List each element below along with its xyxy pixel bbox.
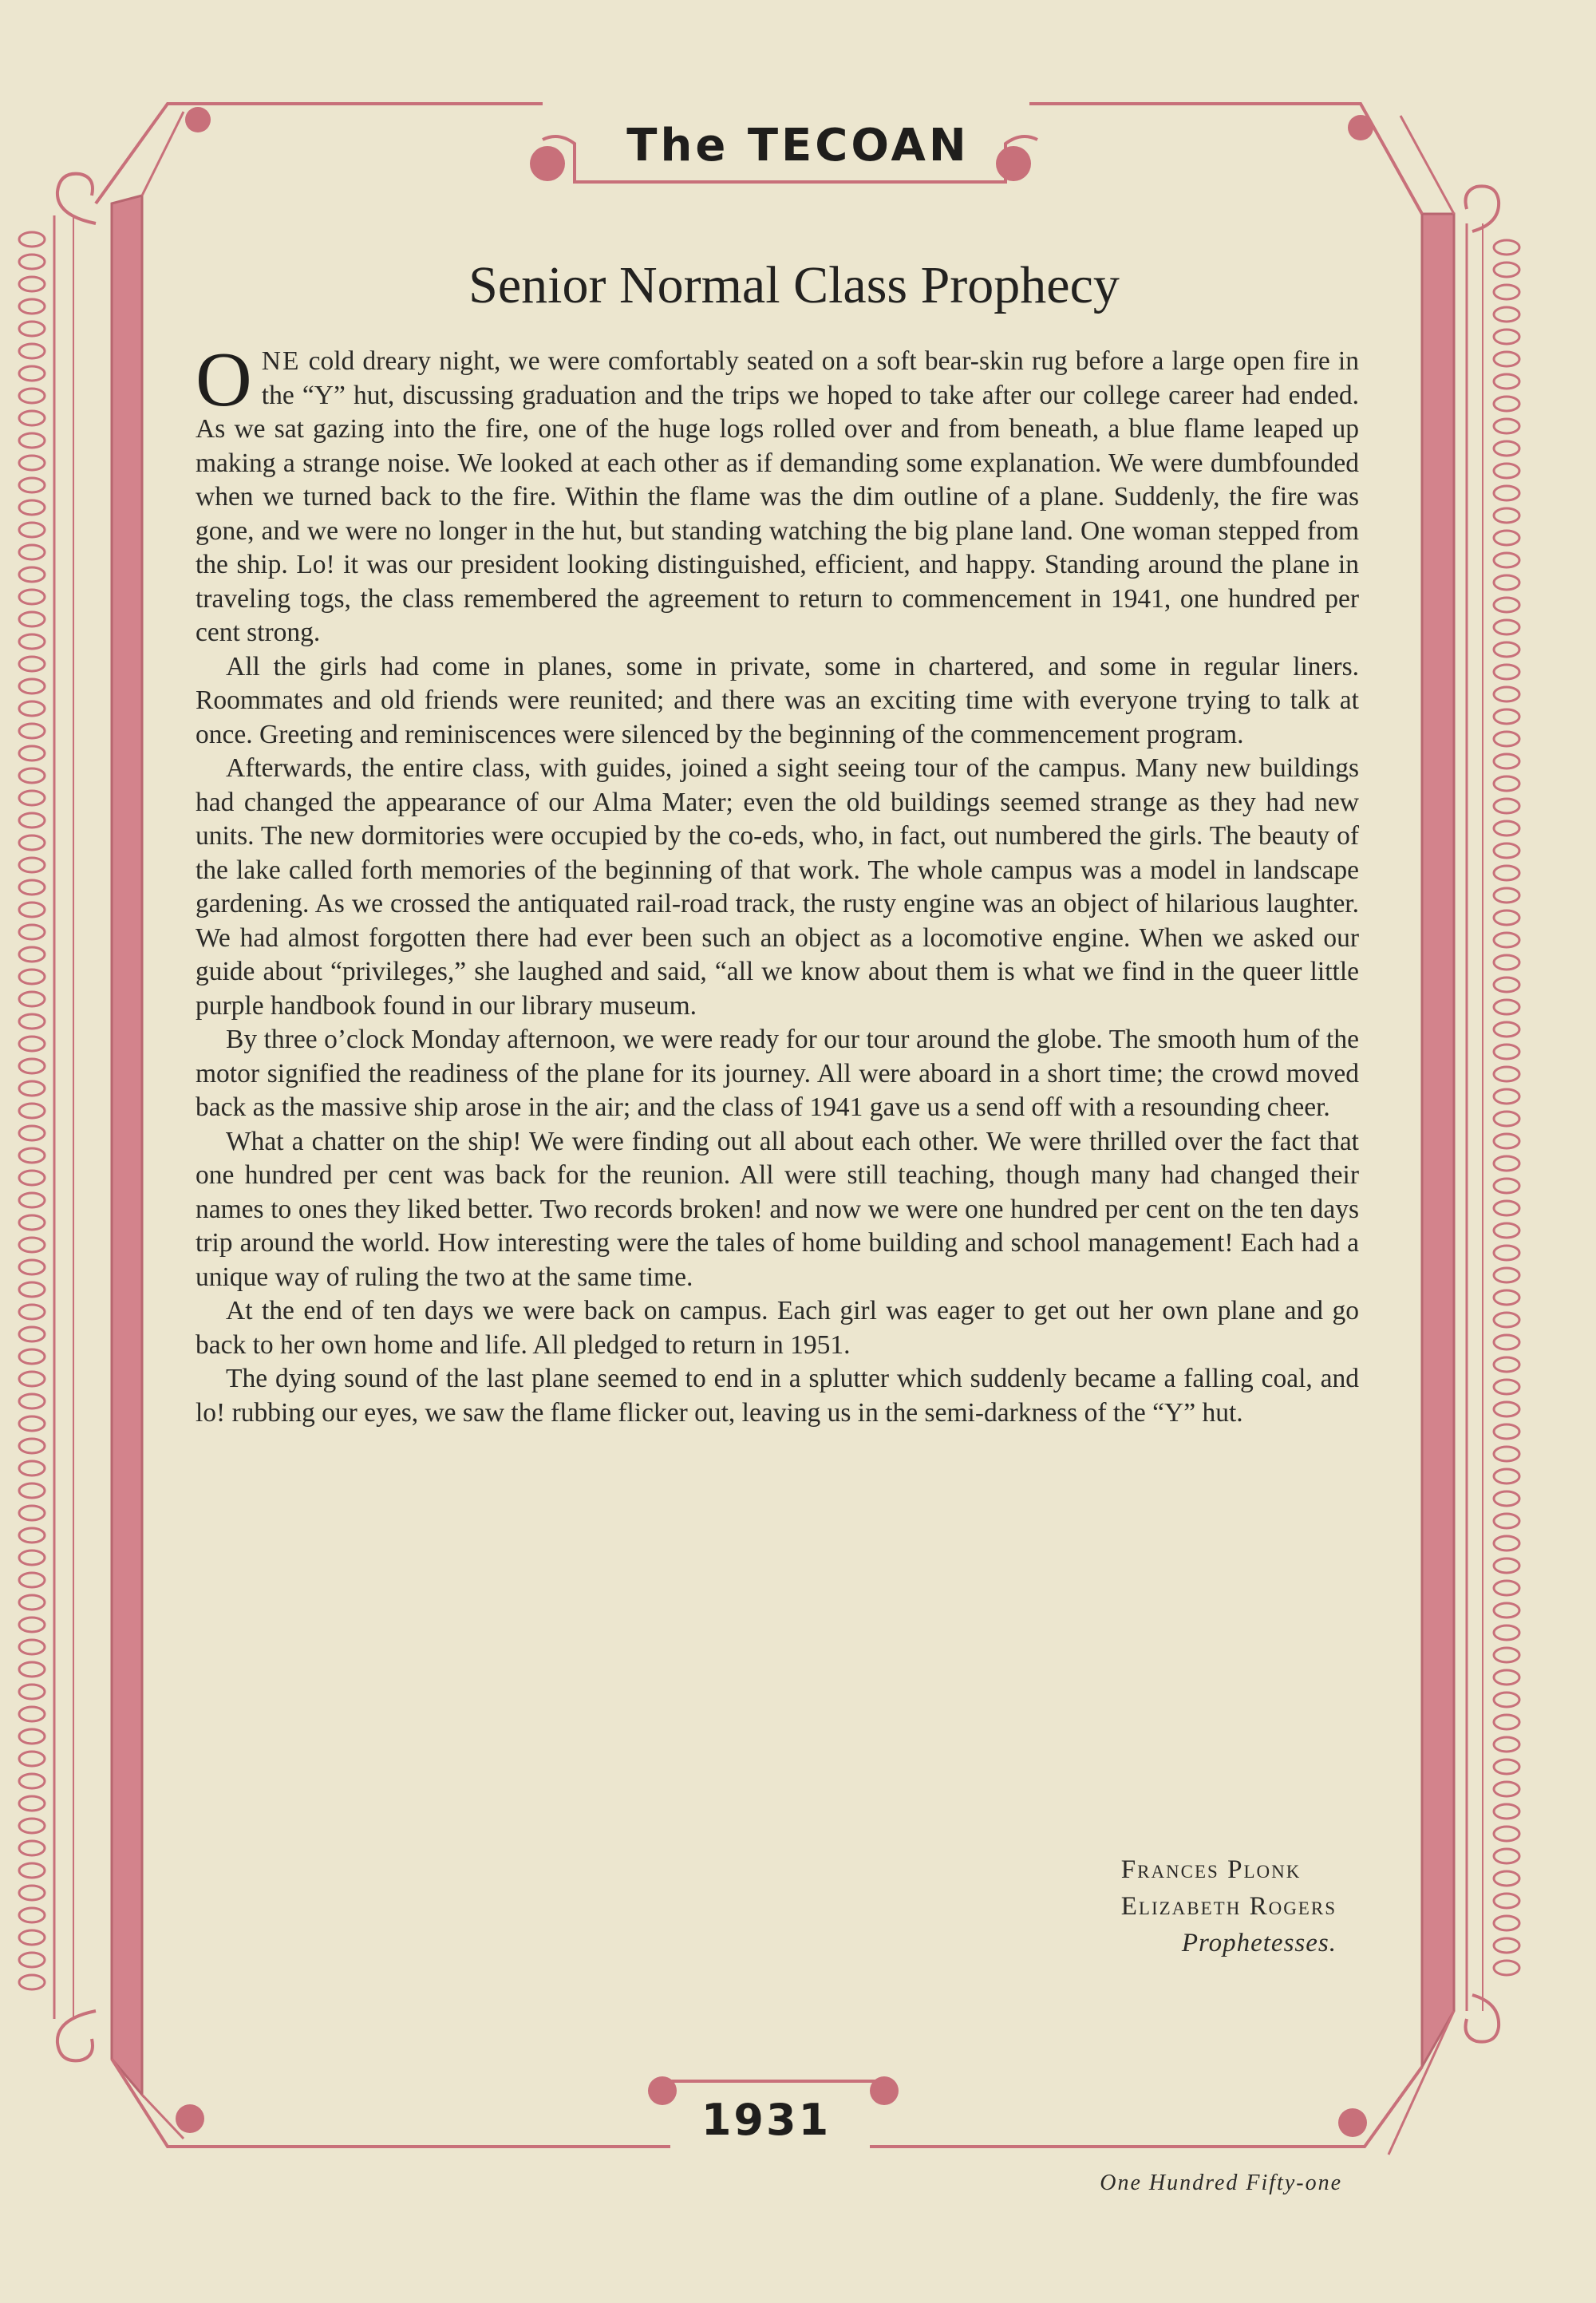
chain-loop: [1494, 1871, 1519, 1886]
chain-loop: [1494, 1693, 1519, 1707]
chain-loop: [19, 1148, 45, 1163]
chain-loop: [1494, 419, 1519, 433]
chain-loop: [1494, 866, 1519, 880]
chain-loop: [19, 1841, 45, 1855]
chain-loop: [19, 701, 45, 716]
chain-loop: [19, 947, 45, 962]
chain-loop: [1494, 1424, 1519, 1439]
chain-loop: [19, 1662, 45, 1677]
signature-block: [1121, 1851, 1337, 1961]
chain-loop: [1494, 955, 1519, 970]
header-title: The TECOAN: [626, 120, 970, 172]
chain-loop: [1494, 553, 1519, 567]
chain-loop: [19, 1394, 45, 1408]
paragraph: The dying sound of the last plane seemed to end in a splutter which suddenly became a falling coal, and lo! rubbing our eyes, we saw the flame flicker out, leaving us in the semi-darkness of the “Y” hut.: [196, 1364, 1359, 1428]
chain-loop: [1494, 1067, 1519, 1081]
chain-loop: [19, 1640, 45, 1654]
chain-loop: [19, 1305, 45, 1319]
chain-loop: [1494, 1357, 1519, 1372]
chain-loop: [1494, 1849, 1519, 1863]
paragraph: [196, 337, 1359, 650]
chain-loop: [19, 1081, 45, 1096]
chain-loop: [1494, 352, 1519, 366]
chain-loop: [19, 411, 45, 425]
chain-loop: [19, 724, 45, 738]
chain-loop: [19, 1059, 45, 1073]
chain-loop: [1494, 1156, 1519, 1171]
chain-loop: [1494, 687, 1519, 701]
chain-loop: [19, 992, 45, 1006]
chain-loop: [1494, 1961, 1519, 1975]
chain-loop: [1494, 843, 1519, 858]
paragraph-text: cold dreary night, we were comfortably seated on a soft bear-skin rug before a large open fire in the “Y” hut, discussing graduation and the trips we hoped to take after our college career had ended. As we sat gazing into the fire, one of the huge logs rolled over and from beneath, a blue flame leaped up making a strange noise. We looked at each other as if demanding some explanation. We were dumbfounded when we turned back to the fire. Within the flame was the dim outline of a plane. Suddenly, the fire was gone, and we were no longer in the hut, but standing watching the big plane land. One woman stepped from the ship. Lo! it was our president looking distinguished, efficient, and happy. Standing around the plane in traveling togs, the class remembered the agreement to return to commencement in 1941, one hundred per cent strong.: [196, 346, 1359, 647]
chain-loop: [1494, 1000, 1519, 1014]
chain-loop: [1494, 575, 1519, 590]
chain-loop: [1494, 1045, 1519, 1059]
chain-loop: [1494, 732, 1519, 746]
chain-loop: [19, 1439, 45, 1453]
chain-loop: [1494, 1938, 1519, 1953]
chain-loop: [19, 970, 45, 984]
chain-loop: [19, 1528, 45, 1543]
chain-loop: [19, 1327, 45, 1341]
chain-loop: [19, 746, 45, 760]
chain-loop: [19, 478, 45, 492]
chain-loop: [19, 545, 45, 559]
paragraph: Afterwards, the entire class, with guides, joined a sight seeing tour of the campus. Many new buildings had changed the appearance of our Alma Mater; even the old buildings seemed strange as they had new units. The new dormitories were occupied by the co-eds, who, in fact, out numbered the girls. The beauty of the lake called forth memories of the beginning of that work. The whole campus was a model in landscape gardening. As we crossed the antiquated rail-road track, the rusty engine was an object of hilarious laughter. We had almost forgotten there had ever been such an object as a locomotive engine. When we asked our guide about “privileges,” she laughed and said, “all we know about them is what we find in the queer little purple handbook found in our library museum.: [196, 753, 1359, 1021]
chain-loop: [1494, 1648, 1519, 1662]
chain-loop: [19, 1193, 45, 1207]
article-body: [196, 337, 1359, 1430]
chain-loop: [19, 813, 45, 828]
chain-loop: [19, 835, 45, 850]
chain-loop: [1494, 665, 1519, 679]
chain-loop: [19, 1104, 45, 1118]
chain-loop: [1494, 1089, 1519, 1104]
chain-loop: [1494, 486, 1519, 500]
signature-name: Elizabeth Rogers: [1120, 1892, 1337, 1921]
chain-loop: [19, 1618, 45, 1632]
chain-loop: [19, 1349, 45, 1364]
chain-loop: [1494, 933, 1519, 947]
chain-loop: [1494, 1246, 1519, 1260]
chain-loop: [19, 1752, 45, 1766]
chain-loop: [1494, 709, 1519, 724]
chain-loop: [1494, 1916, 1519, 1930]
chain-loop: [1494, 1715, 1519, 1729]
chain-loop: [19, 1483, 45, 1498]
chain-loop: [1494, 1179, 1519, 1193]
chain-loop: [1494, 1223, 1519, 1238]
chain-loop: [1494, 508, 1519, 523]
chain-loop: [19, 389, 45, 403]
chain-loop: [19, 433, 45, 448]
chain-loop: [1494, 642, 1519, 657]
chain-loop: [19, 1886, 45, 1900]
chain-loop: [1494, 620, 1519, 634]
chain-loop: [1494, 330, 1519, 344]
chain-loop: [19, 590, 45, 604]
chain-loop: [19, 1908, 45, 1922]
chain-loop: [1494, 799, 1519, 813]
chain-loop: [19, 1037, 45, 1051]
chain-loop: [19, 791, 45, 805]
chain-loop: [19, 768, 45, 783]
chain-loop: [19, 880, 45, 895]
chain-loop: [19, 1707, 45, 1721]
chain-loop: [19, 1774, 45, 1788]
chain-loop: [1494, 464, 1519, 478]
footer-year: 1931: [701, 2095, 832, 2145]
chain-loop: [19, 1975, 45, 1989]
chain-loop: [1494, 1447, 1519, 1461]
chain-loop: [1494, 1402, 1519, 1416]
chain-loop: [1494, 1760, 1519, 1774]
chain-loop: [1494, 441, 1519, 456]
chain-loop: [19, 1171, 45, 1185]
chain-loop: [19, 612, 45, 626]
page-number: One Hundred Fifty-one: [1100, 2171, 1342, 2195]
chain-loop: [19, 1506, 45, 1520]
chain-loop: [19, 1550, 45, 1565]
chain-loop: [19, 567, 45, 582]
chain-loop: [19, 456, 45, 470]
chain-loop: [1494, 1558, 1519, 1573]
chain-loop: [19, 903, 45, 917]
chain-loop: [19, 1930, 45, 1945]
chain-loop: [1494, 1804, 1519, 1819]
chain-loop: [1494, 1536, 1519, 1550]
chain-loop: [19, 232, 45, 247]
chain-loop: [1494, 1469, 1519, 1483]
chain-loop: [19, 1573, 45, 1587]
chain-loop: [19, 1126, 45, 1140]
chain-loop: [1494, 531, 1519, 545]
chain-loop: [1494, 776, 1519, 791]
chain-loop: [1494, 1827, 1519, 1841]
chain-loop: [1494, 1201, 1519, 1215]
chain-loop: [19, 322, 45, 336]
chain-loop: [1494, 240, 1519, 255]
chain-loop: [1494, 1380, 1519, 1394]
chain-loop: [19, 1953, 45, 1967]
chain-loop: [19, 500, 45, 515]
chain-loop: [19, 1461, 45, 1475]
chain-loop: [1494, 754, 1519, 768]
chain-loop: [1494, 1737, 1519, 1752]
chain-loop: [1494, 1894, 1519, 1908]
chain-loop: [1494, 821, 1519, 835]
chain-loop: [19, 1863, 45, 1878]
chain-loop: [1494, 1782, 1519, 1796]
chain-loop: [19, 1685, 45, 1699]
chain-loop: [1494, 911, 1519, 925]
chain-loop: [1494, 1335, 1519, 1349]
chain-loop: [1494, 1268, 1519, 1282]
chain-loop: [19, 1282, 45, 1297]
chain-loop: [19, 1014, 45, 1029]
chain-loop: [1494, 374, 1519, 389]
chain-loop: [19, 858, 45, 872]
chain-loop: [19, 1416, 45, 1431]
paragraph: All the girls had come in planes, some in private, some in chartered, and some in regular liners. Roommates and old friends were reunited; and there was an exciting time with everyone trying to talk at once. Greeting and reminiscences were silenced by the beginning of the commencement program.: [196, 651, 1359, 749]
chain-loop: [1494, 1670, 1519, 1685]
chain-loop: [1494, 978, 1519, 992]
signature-name: Frances Plonk: [1120, 1855, 1302, 1884]
chain-loop: [19, 634, 45, 649]
chain-loop: [1494, 1603, 1519, 1618]
chain-loop: [19, 925, 45, 939]
chain-loop: [19, 1238, 45, 1252]
chain-loop: [1494, 1581, 1519, 1595]
chain-loop: [19, 1729, 45, 1744]
chain-loop: [19, 344, 45, 358]
chain-loop: [19, 657, 45, 671]
paragraph: By three o’clock Monday afternoon, we were ready for our tour around the globe. The smooth hum of the motor signified the readiness of the plane for its journey. All were aboard in a short time; the crowd moved back as the massive ship arose in the air; and the class of 1941 gave us a send off with a resounding cheer.: [196, 1025, 1359, 1122]
chain-loop: [1494, 1134, 1519, 1148]
chain-loop: [19, 523, 45, 537]
chain-loop: [1494, 1112, 1519, 1126]
paragraph: At the end of ten days we were back on campus. Each girl was eager to get out her own plane and go back to her own home and life. All pledged to return in 1951.: [196, 1296, 1359, 1360]
chain-loop: [1494, 1022, 1519, 1037]
chain-loop: [19, 1595, 45, 1610]
chain-loop: [19, 1215, 45, 1230]
chain-loop: [1494, 888, 1519, 903]
chain-loop: [19, 1260, 45, 1274]
chain-loop: [1494, 1626, 1519, 1640]
chain-loop: [1494, 1514, 1519, 1528]
chain-loop: [1494, 1313, 1519, 1327]
chain-loop: [19, 679, 45, 693]
signature-role: Prophetesses.: [1181, 1929, 1337, 1957]
chain-loop: [1494, 1290, 1519, 1305]
chain-loop: [1494, 598, 1519, 612]
drop-cap: O: [196, 337, 252, 423]
chain-loop: [19, 1796, 45, 1811]
article-title: Senior Normal Class Prophecy: [468, 256, 1120, 314]
chain-loop: [19, 1819, 45, 1833]
paragraph: What a chatter on the ship! We were finding out all about each other. We were thrilled over the fact that one hundred per cent was back for the reunion. All were still teaching, though many had changed their names to ones they liked better. Two records broken! and now we were one hundred per cent on the ten days trip around the world. How interesting were the tales of home building and school management! Each had a unique way of ruling the two at the same time.: [196, 1126, 1359, 1292]
first-words: NE: [261, 346, 301, 376]
chain-loop: [19, 1372, 45, 1386]
chain-loop: [1494, 397, 1519, 411]
chain-loop: [1494, 1491, 1519, 1506]
chain-loop: [19, 366, 45, 381]
